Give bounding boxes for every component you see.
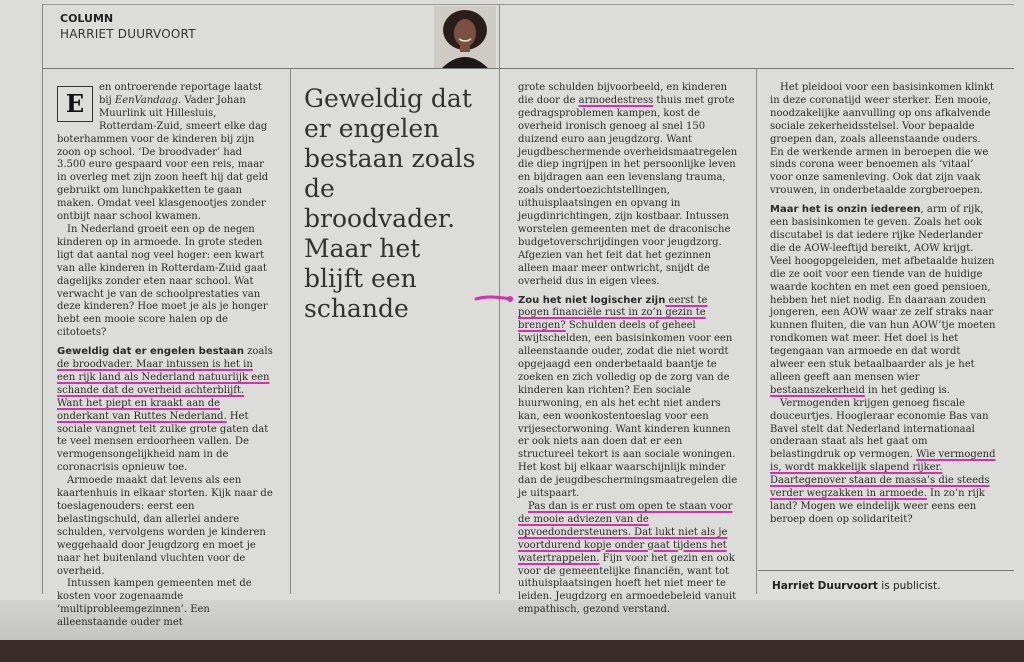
- pull-quote: Geweldig dat er engelen bestaan zoals de broodvader. Maar het blijft een schande: [304, 84, 476, 323]
- byline-role: is publicist.: [877, 580, 941, 592]
- highlighted-text: bestaanszekerheid: [770, 384, 865, 396]
- header-rule: [42, 68, 1014, 69]
- paragraph-text: Schulden deels of geheel kwijtschelden, een basisinkomen voor een alleenstaande ouder, zodat die niet wordt opgejaagd een onderbetaald baantje te zoeken en zich volledig op de zorg van de kinderen kan richten? Een sociale huurwoning, en als het echt niet anders kan, een woonkostentoeslag voor een vrijesectorwoning. Want kinderen kunnen er ook niets aan doen dat er een structureel tekort is aan sociale woningen. Het kost bij elkaar waarschijnlijk minder dan de jeugdbeschermingsmaatregelen die je uitspaart.: [518, 320, 738, 500]
- paragraph-text: thuis met grote gedragsproblemen kampen, kost de overheid ironisch genoeg al snel 150 duizend euro aan jeugdzorg. Want jeugdbeschermende overheidsmaatregelen die diep ingrijpen in het persoonlijke leven en bijdragen aan een levenslang trauma, zoals ondertoezichtstellingen, uithuisplaatsingen en opvang in jeugdinrichtingen, zijn kostbaar. Intussen worstelen gemeenten met de draconische budgetoverschrijdingen voor jeugdzorg. Afgezien van het feit dat het gezinnen alleen maar meer ontwricht, snijdt de overheid dus in eigen vlees.: [518, 94, 738, 287]
- byline-rule: [758, 570, 1014, 571]
- program-name: EenVandaag: [114, 94, 178, 106]
- article-column-1: [57, 82, 273, 630]
- paragraph-text: en ontroerende reportage laatst bij: [99, 82, 263, 106]
- highlighted-text: Pas dan is er rust om open te staan voor de mooie adviezen van de opvoedondersteuners. Dat lukt niet als je voortdurend kopje onder gaat tijdens het watertrappelen.: [518, 501, 733, 564]
- paragraph-text: grote schulden bijvoorbeeld, en kinderen die door de: [518, 82, 728, 106]
- highlighted-text: eerst te pogen financiële rust in zo’n gezin te brengen?: [518, 294, 708, 332]
- paragraph-text: Vermogenden krijgen genoeg fiscale douceurtjes. Hoogleraar economie Bas van Bavel stelt dat Nederland internationaal onderaan staat als het gaat om belastingdruk op vermogen.: [770, 397, 989, 461]
- paragraph-text: zoals: [243, 346, 273, 358]
- paragraph: Het pleidooi voor een basisinkomen klinkt in deze coronatijd weer sterker. Een mooie, noodzakelijke aanvulling op ons afkalvende sociale zekerheidsstelsel. Voor bepaalde groepen dan, zoals alleenstaande ouders. En de werkende armen in beroepen die we sinds corona weer benoemen als ‘vitaal’ voor onze samenleving. Ook dat zijn vaak vrouwen, in onderbetaalde zorgberoepen.: [770, 82, 995, 197]
- paragraph-lead: Maar het is onzin iedereen: [770, 204, 921, 216]
- column-divider-1: [290, 68, 291, 594]
- byline-name: Harriet Duurvoort: [772, 580, 878, 592]
- paragraph-text: , arm of rijk, een basisinkomen te geven. Zoals het ook discutabel is dat iedere rijke Nederlander die de AOW-leeftijd bereikt, AOW krijgt. Veel hoogopgeleiden, met afbetaalde huizen die ze ooit voor een tiende van de huidige waarde kochten en met een goed pensioen, hebben het niet nodig. En daaraan zouden jongeren, een AOW waar ze zelf straks naar kunnen fluiten, die van hun AOW’tje moeten rondkomen wat meer. Het doel is het tegengaan van armoede en dat wordt alweer een stuk betaalbaarder als je het alleen geeft aan mensen wier: [770, 204, 996, 383]
- left-border: [42, 4, 43, 594]
- article-column-3: [518, 82, 740, 617]
- paragraph-text: . Vader Johan Muurlink uit Hillesluis, Rotterdam-Zuid, smeert elke dag boterhammen voor de kinderen bij zijn zoon op school. ‘De broodvader’ had 3.500 euro gespaard voor een reis, maar in overleg met zijn zoon heeft hij dat geld gebruikt om lunchpakketten te gaan maken. Omdat veel klasgenootjes zonder ontbijt naar school kwamen.: [57, 94, 269, 223]
- top-rule: [42, 4, 1014, 5]
- paragraph-text: in het geding is.: [864, 384, 950, 396]
- drop-cap: E: [57, 86, 93, 122]
- paragraph-text: In zo’n rijk land? Mogen we eindelijk weer eens een beroep doen op solidariteit?: [770, 488, 985, 525]
- paragraph-text: Het sociale vangnet telt zulke grote gaten dat te veel mensen erdoorheen vallen. De vermogensongelijkheid nam in de coronacrisis opnieuw toe.: [57, 410, 269, 474]
- paragraph: Intussen kampen gemeenten met de kosten voor zogenaamde ‘multiprobleemgezinnen’. Een alleenstaande ouder met: [57, 578, 252, 629]
- highlighted-text: armoedestress: [578, 94, 654, 106]
- arrow-marker-icon: [474, 293, 514, 305]
- paragraph: In Nederland groeit een op de negen kinderen op in armoede. In grote steden ligt dat aantal nog veel hoger: een kwart van alle kinderen in Rotterdam-Zuid gaat dagelijks zonder eten naar school. Wat verwacht je van de schoolprestaties van deze kinderen? Hoe moet je als je honger hebt een mooie score halen op de citotoets?: [57, 223, 268, 339]
- highlighted-text: Wie vermogend is, wordt makkelijk slapend rijker. Daartegenover staan de massa’s die steeds verder wegzakken in armoede.: [770, 449, 996, 500]
- paragraph-text: Fijn voor het gezin en ook voor de gemeentelijke financiën, want tot uithuisplaatsingen hoeft het niet meer te leiden. Jeugdzorg en armoedebeleid vanuit empathisch, gezond verstand.: [518, 552, 737, 616]
- paragraph: Armoede maakt dat levens als een kaartenhuis in elkaar storten. Kijk naar de toeslagenouders: eerst een belastingschuld, dan allerlei andere schulden, vervolgens worden je kinderen weggehaald door Jeugdzorg en moet je naar het buitenland vluchten voor de overheid.: [57, 475, 273, 577]
- highlighted-text: de broodvader. Maar intussen is het in een rijk land als Nederland natuurlijk een schande dat de overheid achterblijft. Want het piept en kraakt aan de onderkant van Ruttes Nederland.: [57, 359, 270, 422]
- header-author: HARRIET DUURVOORT: [60, 27, 196, 41]
- table-surface: [0, 640, 1024, 662]
- paragraph-lead: Geweldig dat er engelen bestaan: [57, 346, 244, 358]
- column-divider-3: [756, 68, 757, 594]
- paragraph-lead: Zou het niet logischer zijn: [518, 294, 666, 306]
- article-column-4: [770, 82, 996, 527]
- author-photo: [434, 6, 496, 68]
- author-byline: [772, 580, 940, 592]
- section-label: COLUMN: [60, 12, 114, 25]
